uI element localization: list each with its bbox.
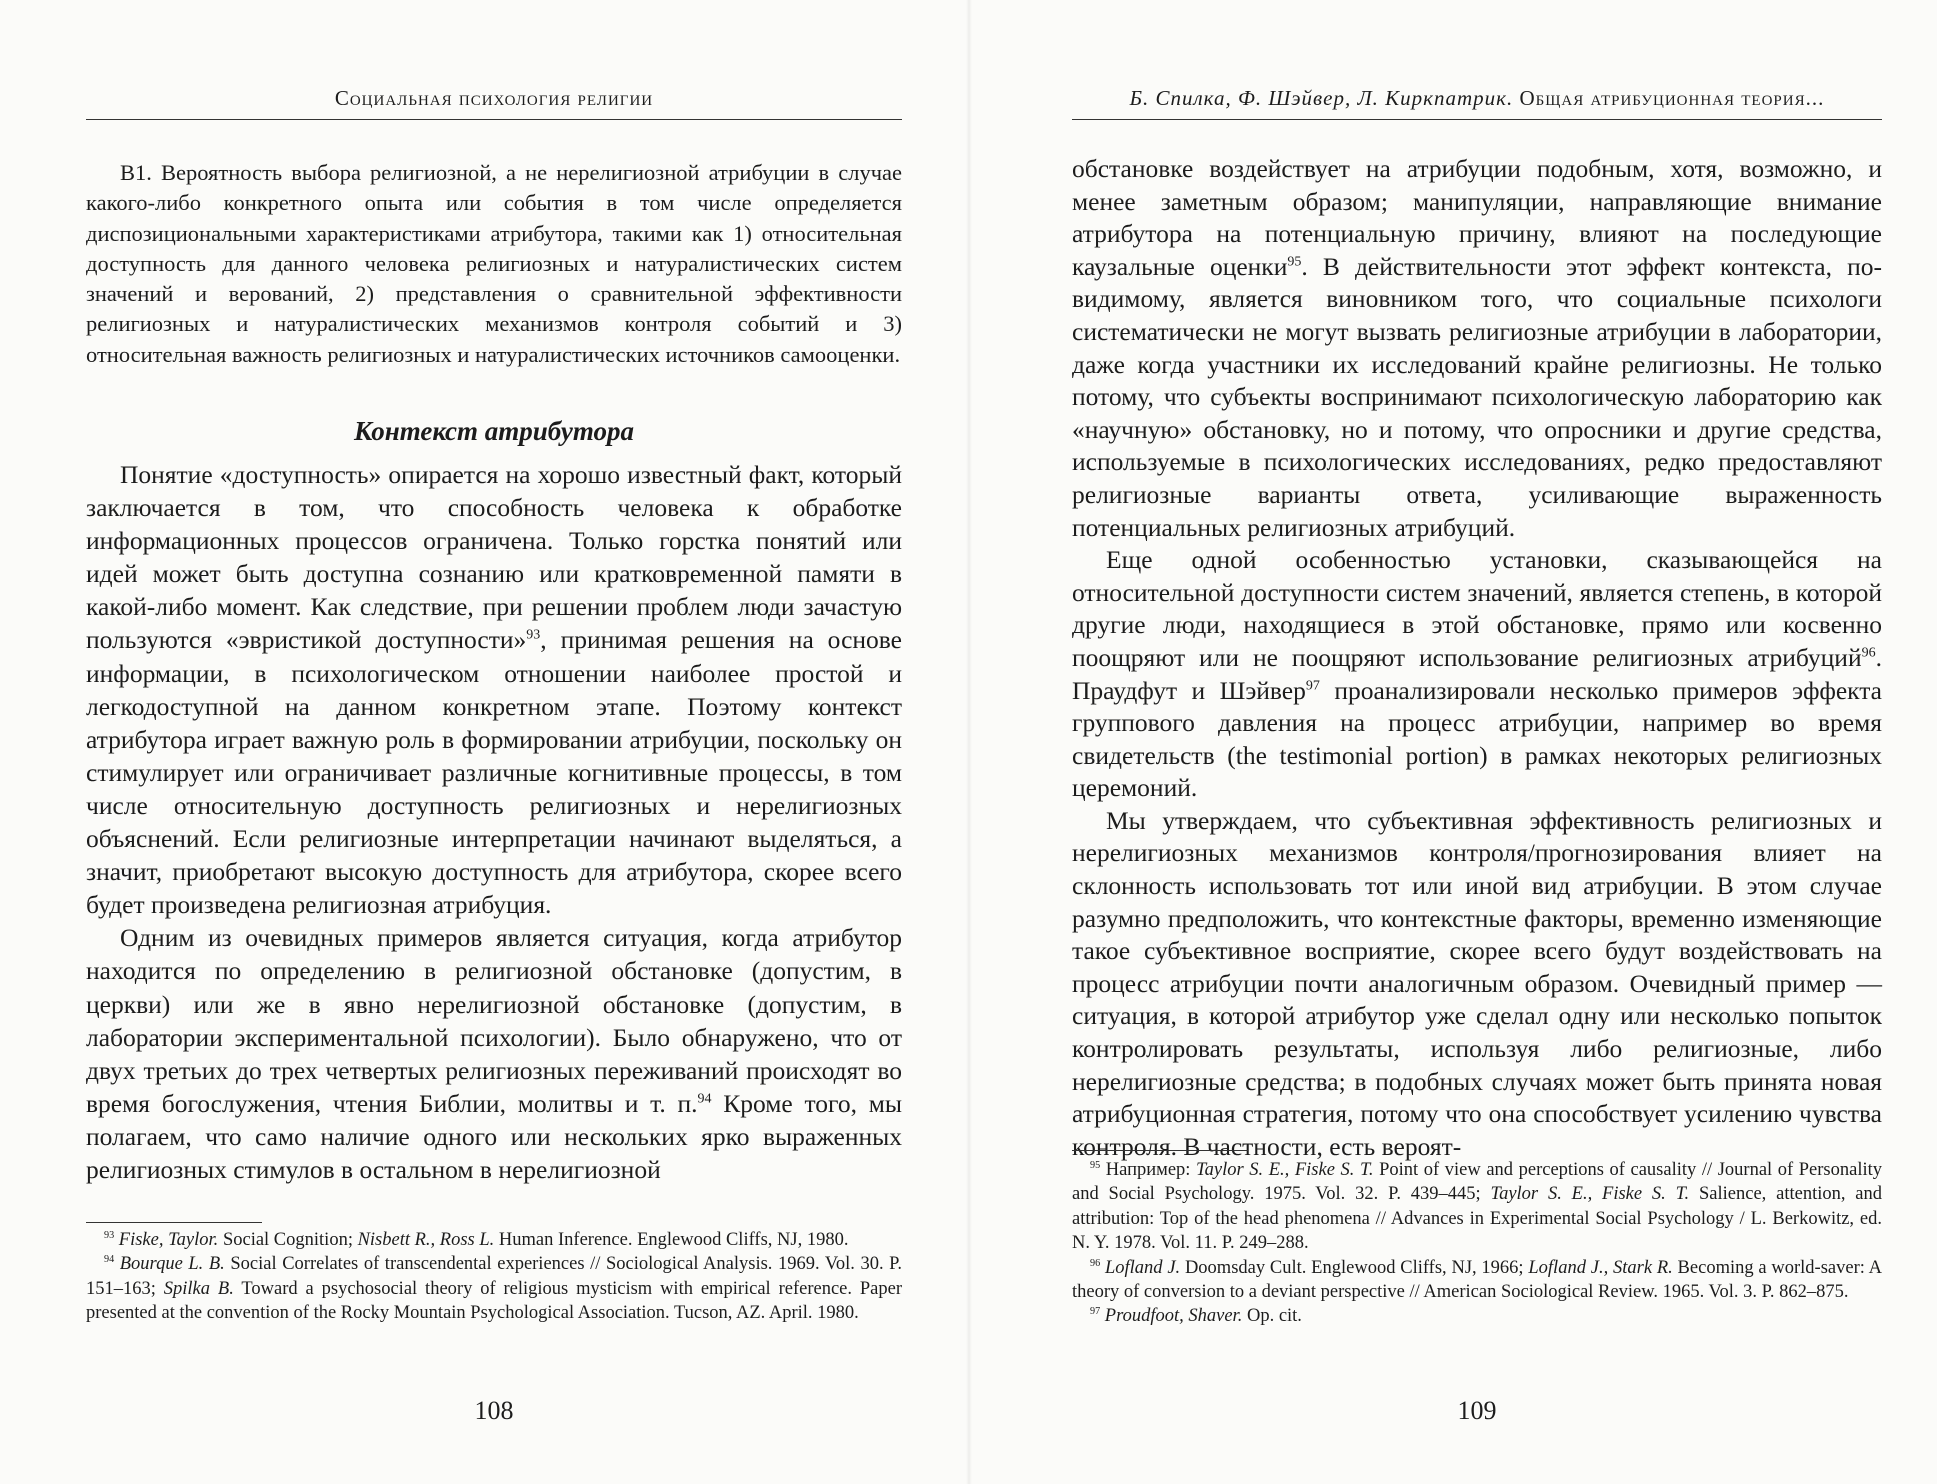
running-head-left: Социальная психология религии — [334, 86, 654, 110]
footnote-ref[interactable]: 96 — [1861, 645, 1876, 661]
footnote-rule-right — [1072, 1150, 1248, 1151]
footnote: $^{95}$ Например: Taylor S. E., Fiske S. T. Point of view and perceptions of causality // Journal of Personality and Social Psychology. 1975. Vol. 32. P. 439–445; Taylor S. E., Fiske S. T. Salience, attention, and attribution: Top of the head phenomena // Advances in Experimental Social Psychology / L. Berkowitz, ed. N. Y. 1978. Vol. 11. P. 249–288. — [1072, 1159, 1883, 1254]
header-rule-right — [1072, 119, 1882, 120]
left-body-text — [86, 458, 902, 1186]
paragraph: Мы утверждаем, что субъективная эффективность религиозных и нерелигиозных механизмов контроля/прогнозирования влияет на склонность использовать тот или иной вид атрибуции. В этом случае разумно предположить, что контекстные факторы, временно изменяющие такое субъективное восприятие, скорее всего будут воздействовать на процесс атрибуции почти аналогичным образом. Очевидный пример — ситуация, в которой атрибутор уже сделал одну или несколько попыток контролировать результаты, используя либо религиозные, либо нерелигиозные средства; в подобных случаях может быть принята новая атрибуционная стратегия, потому что она способствует усилению чувства контроля. В частности, есть вероят- — [1072, 805, 1882, 1161]
right-page — [1072, 0, 1882, 1484]
paragraph: Одним из очевидных примеров является ситуация, когда атрибутор находится по определению в религиозной обстановке (допустим, в церкви) или же в явно нерелигиозной обстановке (допустим, в лаборатории экспериментальной психологии). Было обнаружено, что от двух третьих до трех четвертых религиозных переживаний происходят во время богослужения, чтения Библии, молитвы и т. п.$^{94}$ Кроме того, мы полагаем, что само наличие одного или нескольких ярко выраженных религиозных стимулов в остальном в нерелигиозной — [86, 923, 902, 1184]
paragraph: Понятие «доступность» опирается на хорошо известный факт, который заключается в том, что способность человека к обработке информационных процессов ограничена. Только горстка понятий или идей может быть доступна сознанию или кратковременной памяти в какой-либо момент. Как следствие, при решении проблем люди зачастую пользуются «эвристикой доступности»$^{93}$, принимая решения на основе информации, в психологическом отношении наиболее простой и легкодоступной на данном конкретном этапе. Поэтому контекст атрибутора играет важную роль в формировании атрибуции, поскольку он стимулирует или ограничивает различные когнитивные процессы, в том числе относительную доступность религиозных и нерелигиозных объяснений. Если религиозные интерпретации начинают выделяться, а значит, приобретают высокую доступность для атрибутора, скорее всего будет произведена религиозная атрибуция. — [86, 460, 902, 920]
footnote: $^{97}$ Proudfoot, Shaver. Op. cit. — [1090, 1306, 1302, 1327]
footnote-ref[interactable]: 95 — [1287, 254, 1302, 270]
section-heading: Контекст атрибутора — [353, 416, 635, 446]
right-body-text — [1072, 153, 1882, 1163]
footnote: $^{96}$ Lofland J. Doomsday Cult. Englewood Cliffs, NJ, 1966; Lofland J., Stark R. Becoming a world-saver: A theory of conversion to a deviant perspective // American Sociological Review. 1965. Vol. 3. P. 862–875. — [1072, 1257, 1883, 1303]
left-page — [86, 0, 902, 1484]
footnote: $^{93}$ Fiske, Taylor. Social Cognition; Nisbett R., Ross L. Human Inference. Englewood Cliffs, NJ, 1980. — [104, 1229, 849, 1250]
footnote-rule-left — [86, 1222, 262, 1223]
footnote-ref[interactable]: 93 — [526, 627, 541, 643]
footnotes-left — [86, 1228, 902, 1326]
page-number-left: 108 — [474, 1396, 514, 1425]
footnotes-right — [1072, 1158, 1882, 1329]
running-head-right: Б. Спилка, Ф. Шэйвер, Л. Киркпатрик. Общая атрибуционная теория... — [1129, 86, 1825, 110]
proposition-b1 — [86, 158, 902, 370]
footnote-ref[interactable]: 94 — [697, 1091, 712, 1107]
proposition-b1-text: В1. Вероятность выбора религиозной, а не нерелигиозной атрибуции в случае какого-либо конкретного опыта или события в том числе определяется диспозициональными характеристиками атрибутора, такими как 1) относительная доступность для данного человека религиозных и натуралистических систем значений и верований, 2) представления о сравнительной эффективности религиозных и натуралистических механизмов контроля событий и 3) относительная важность религиозных и натуралистических источников самооценки. — [86, 160, 902, 367]
book-gutter — [966, 0, 972, 1484]
header-rule-left — [86, 119, 902, 120]
footnote-ref[interactable]: 97 — [1305, 678, 1320, 693]
page-number-right: 109 — [1457, 1396, 1497, 1425]
paragraph: обстановке воздействует на атрибуции подобным, хотя, возможно, и менее заметным образом; манипуляции, направляющие внимание атрибутора на потенциальную причину, влияют на последующие каузальные оценки$^{95}$. В действительности этот эффект контекста, по-видимому, является виновником того, что социальные психологи систематически не могут вызвать религиозные атрибуции в лаборатории, даже когда участники их исследований крайне религиозны. Не только потому, что субъекты воспринимают психологическую лабораторию как «научную» обстановку, но и потому, что опросники и другие средства, используемые в психологических исследованиях, редко предоставляют религиозные варианты ответа, усиливающие выраженность потенциальных религиозных атрибуций. — [1072, 154, 1882, 542]
paragraph: Еще одной особенностью установки, сказывающейся на относительной доступности систем значений, является степень, в которой другие люди, находящиеся в этой обстановке, прямо или косвенно поощряют или не поощряют использование религиозных атрибуций$^{96}$. Праудфут и Шэйвер$^{97}$ проанализировали несколько примеров эффекта группового давления на процесс атрибуции, например во время свидетельств (the testimonial portion) в рамках некоторых религиозных церемоний. — [1072, 545, 1882, 803]
footnote: $^{94}$ Bourque L. B. Social Correlates of transcendental experiences // Sociological Analysis. 1969. Vol. 30. P. 151–163; Spilka B. Toward a psychosocial theory of religious mysticism with empirical reference. Paper presented at the convention of the Rocky Mountain Psychological Association. Tucson, AZ. April. 1980. — [86, 1254, 903, 1324]
